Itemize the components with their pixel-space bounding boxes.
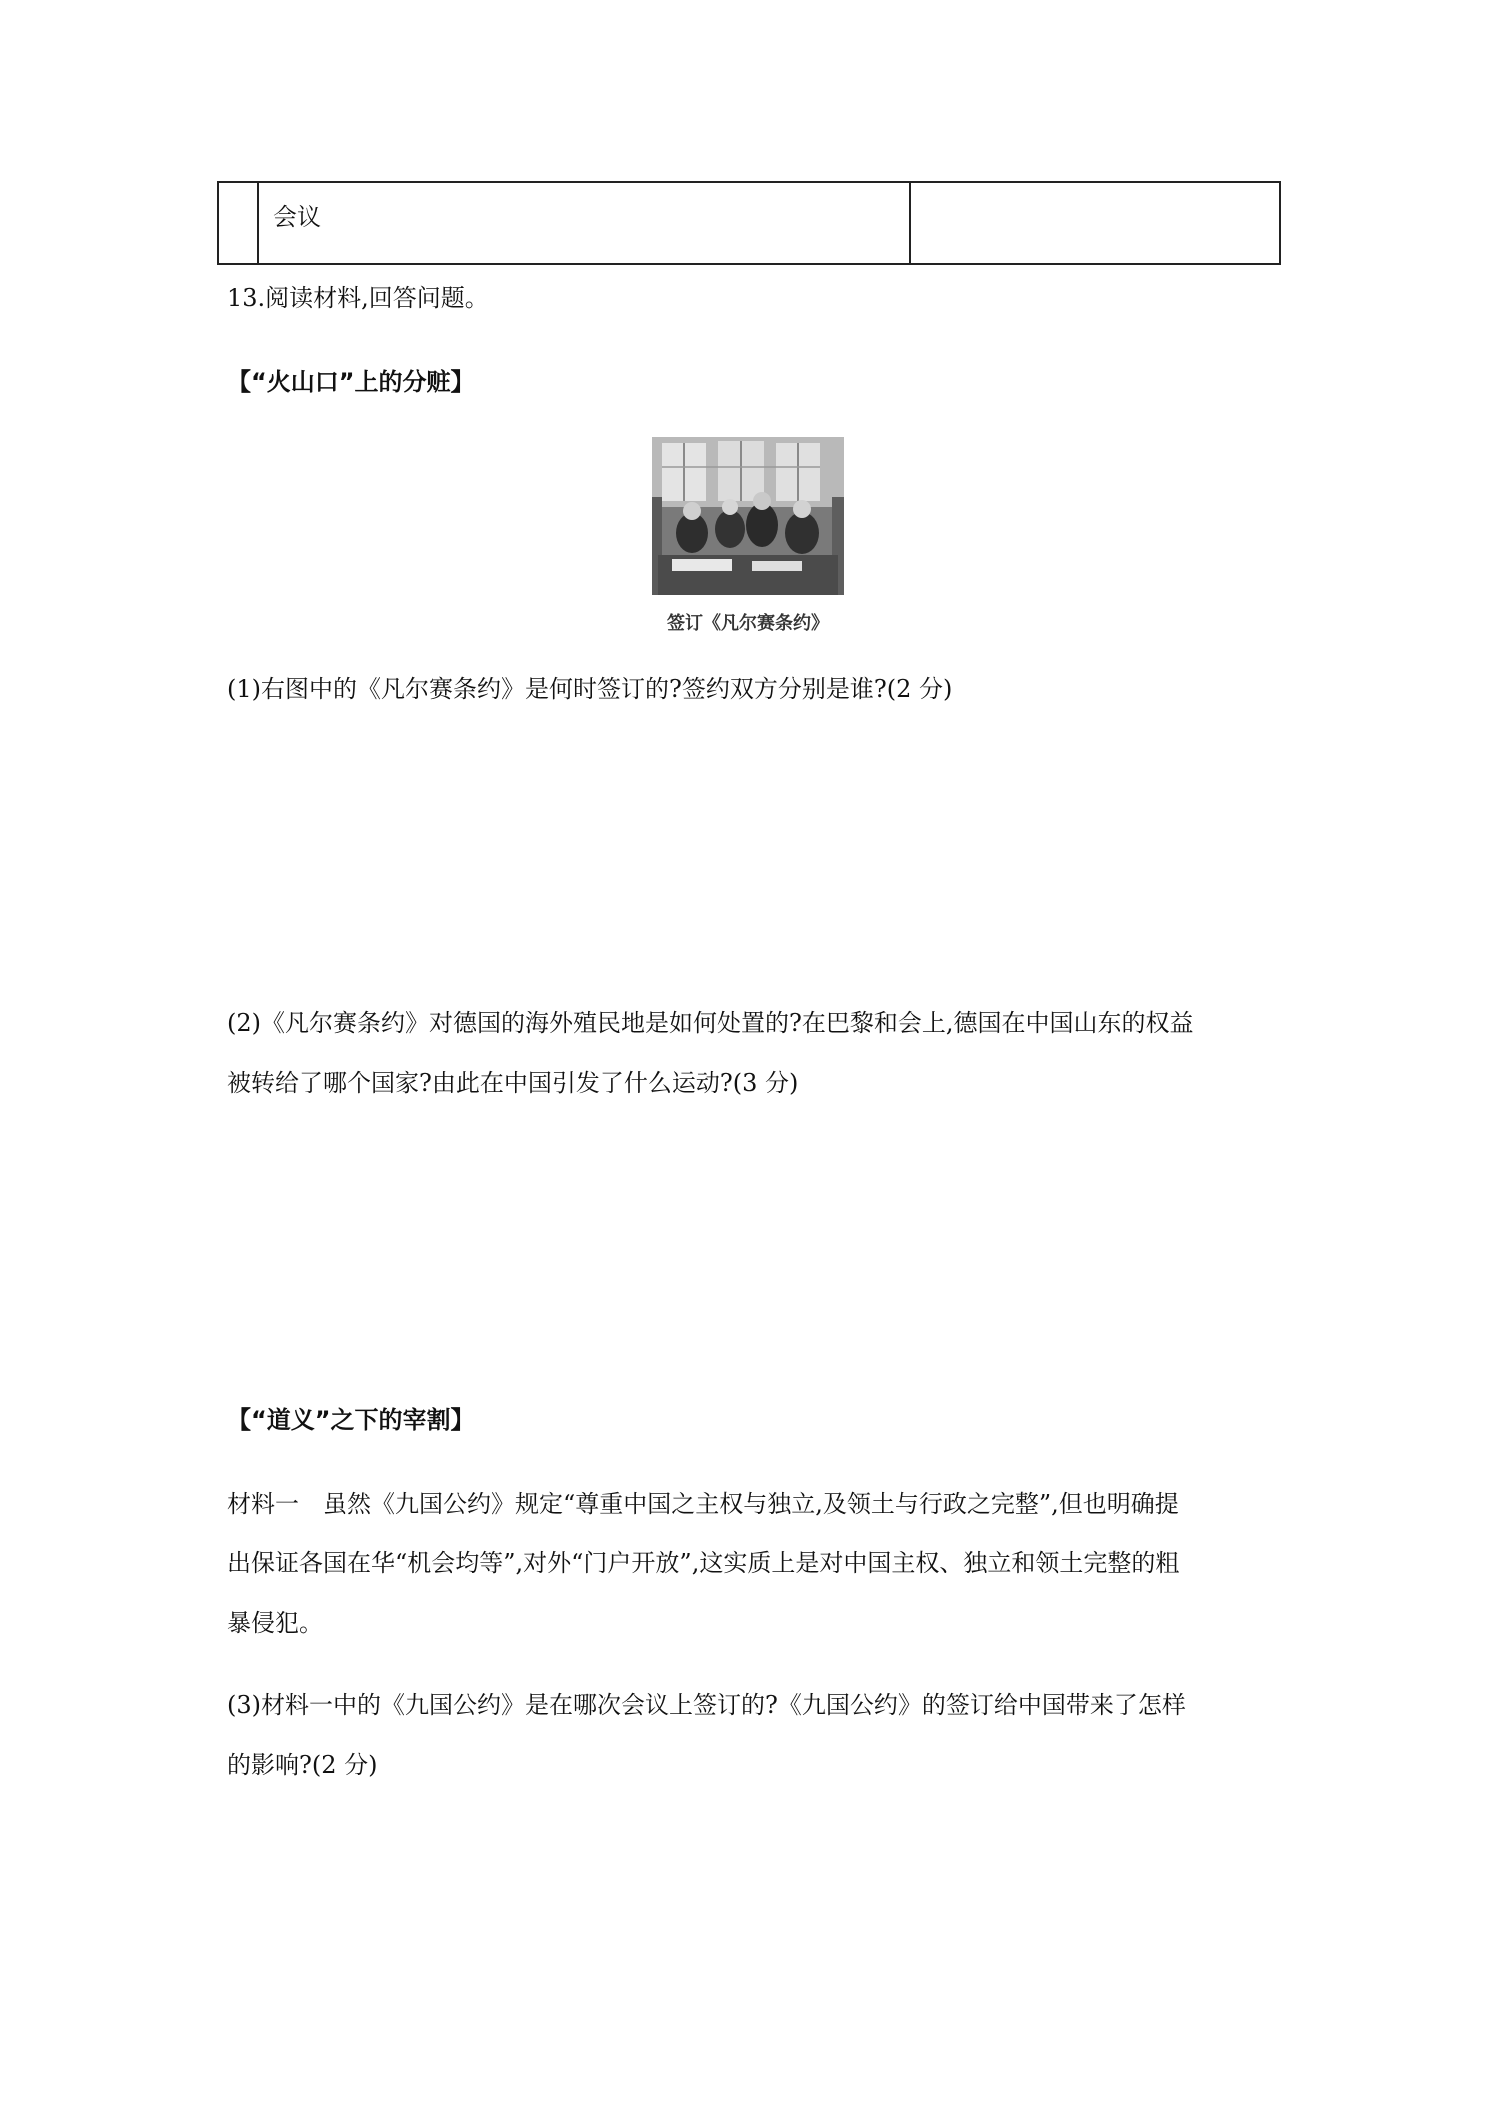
material-1-line-1: 材料一 虽然《九国公约》规定“尊重中国之主权与独立,及领土与行政之完整”,但也明确提 (227, 1490, 1179, 1518)
section-heading-2: 【“道义”之下的宰割】 (227, 1406, 475, 1434)
question-2-line-1: (2)《凡尔赛条约》对德国的海外殖民地是如何处置的?在巴黎和会上,德国在中国山东的权益 (227, 1009, 1194, 1037)
table-cell-answer (911, 183, 1279, 263)
question-2-line-2: 被转给了哪个国家?由此在中国引发了什么运动?(3 分) (227, 1069, 799, 1097)
answer-table-row (217, 181, 1281, 265)
question-stem: 13.阅读材料,回答问题。 (227, 284, 489, 312)
question-3-line-1: (3)材料一中的《九国公约》是在哪次会议上签订的?《九国公约》的签订给中国带来了怎样 (227, 1691, 1186, 1719)
material-1-line-2: 出保证各国在华“机会均等”,对外“门户开放”,这实质上是对中国主权、独立和领土完整的粗 (227, 1549, 1180, 1577)
table-cell-label: 会议 (259, 183, 911, 263)
table-cell-index (219, 183, 259, 263)
material-1-line-3: 暴侵犯。 (227, 1609, 323, 1637)
question-3-line-2: 的影响?(2 分) (227, 1751, 378, 1779)
question-1: (1)右图中的《凡尔赛条约》是何时签订的?签约双方分别是谁?(2 分) (227, 675, 953, 703)
section-heading-1: 【“火山口”上的分赃】 (227, 368, 475, 396)
versailles-signing-photo (652, 437, 844, 595)
figure-caption: 签订《凡尔赛条约》 (667, 613, 829, 634)
